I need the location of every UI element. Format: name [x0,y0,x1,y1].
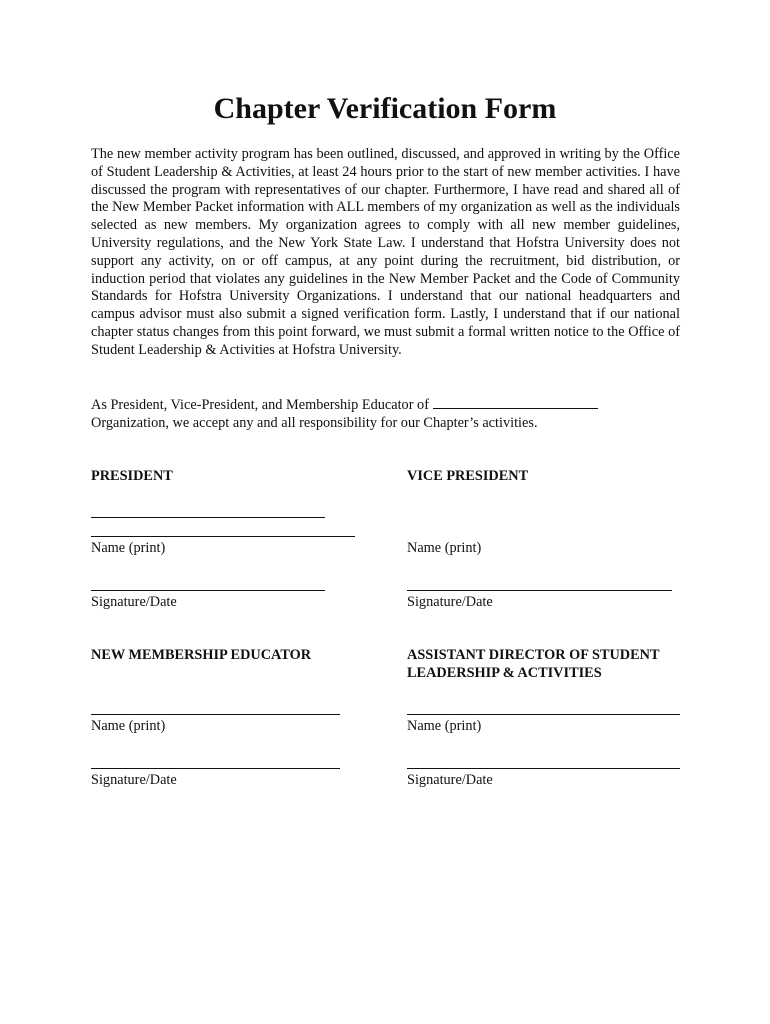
vice-president-name-label: Name (print) [407,540,482,556]
vice-president-heading: VICE PRESIDENT [407,468,529,484]
new-membership-educator-heading: NEW MEMBERSHIP EDUCATOR [91,647,312,663]
assistant-director-heading-line2: LEADERSHIP & ACTIVITIES [407,664,602,681]
president-name-line [91,536,355,537]
president-name-label: Name (print) [91,540,166,556]
president-signature-label: Signature/Date [91,594,177,610]
president-name-line-upper [91,517,325,518]
assistant-director-signature-label: Signature/Date [407,772,493,788]
assistant-director-heading-line1: ASSISTANT DIRECTOR OF STUDENT [407,647,660,663]
vice-president-signature-label: Signature/Date [407,594,493,610]
acceptance-statement [91,396,691,433]
form-title: Chapter Verification Form [213,92,557,125]
educator-name-line [91,714,340,715]
acceptance-text-start: As President, Vice-President, and Membership Educator of [91,397,433,413]
vice-president-signature-line [407,590,672,591]
educator-signature-line [91,768,340,769]
president-heading: PRESIDENT [91,468,173,484]
assistant-director-heading [407,647,660,683]
organization-blank [433,396,598,409]
educator-signature-label: Signature/Date [91,772,177,788]
assistant-director-signature-line [407,768,680,769]
president-signature-line [91,590,325,591]
assistant-director-name-line [407,714,680,715]
acceptance-text-end: Organization, we accept any and all responsibility for our Chapter’s activities. [91,414,538,431]
assistant-director-name-label: Name (print) [407,718,482,734]
educator-name-label: Name (print) [91,718,166,734]
agreement-paragraph: The new member activity program has been outlined, discussed, and approved in writing by the Office of Student Leadership & Activities, at least 24 hours prior to the start of new member activities. I have discussed the program with representatives of our chapter. Furthermore, I have read and shared all of the New Member Packet information with ALL members of my organization as well as the individuals selected as new members. My organization agrees to comply with all new member guidelines, University regulations, and the New York State Law. I understand that Hofstra University does not support any activity, on or off campus, at any point during the recruitment, bid distribution, or induction period that violates any guidelines in the New Member Packet and the Code of Community Standards for Hofstra University Organizations. I understand that our national headquarters and campus advisor must also submit a signed verification form. Lastly, I understand that if our national chapter status changes from this point forward, we must submit a formal written notice to the Office of Student Leadership & Activities at Hofstra University. [91,146,680,358]
